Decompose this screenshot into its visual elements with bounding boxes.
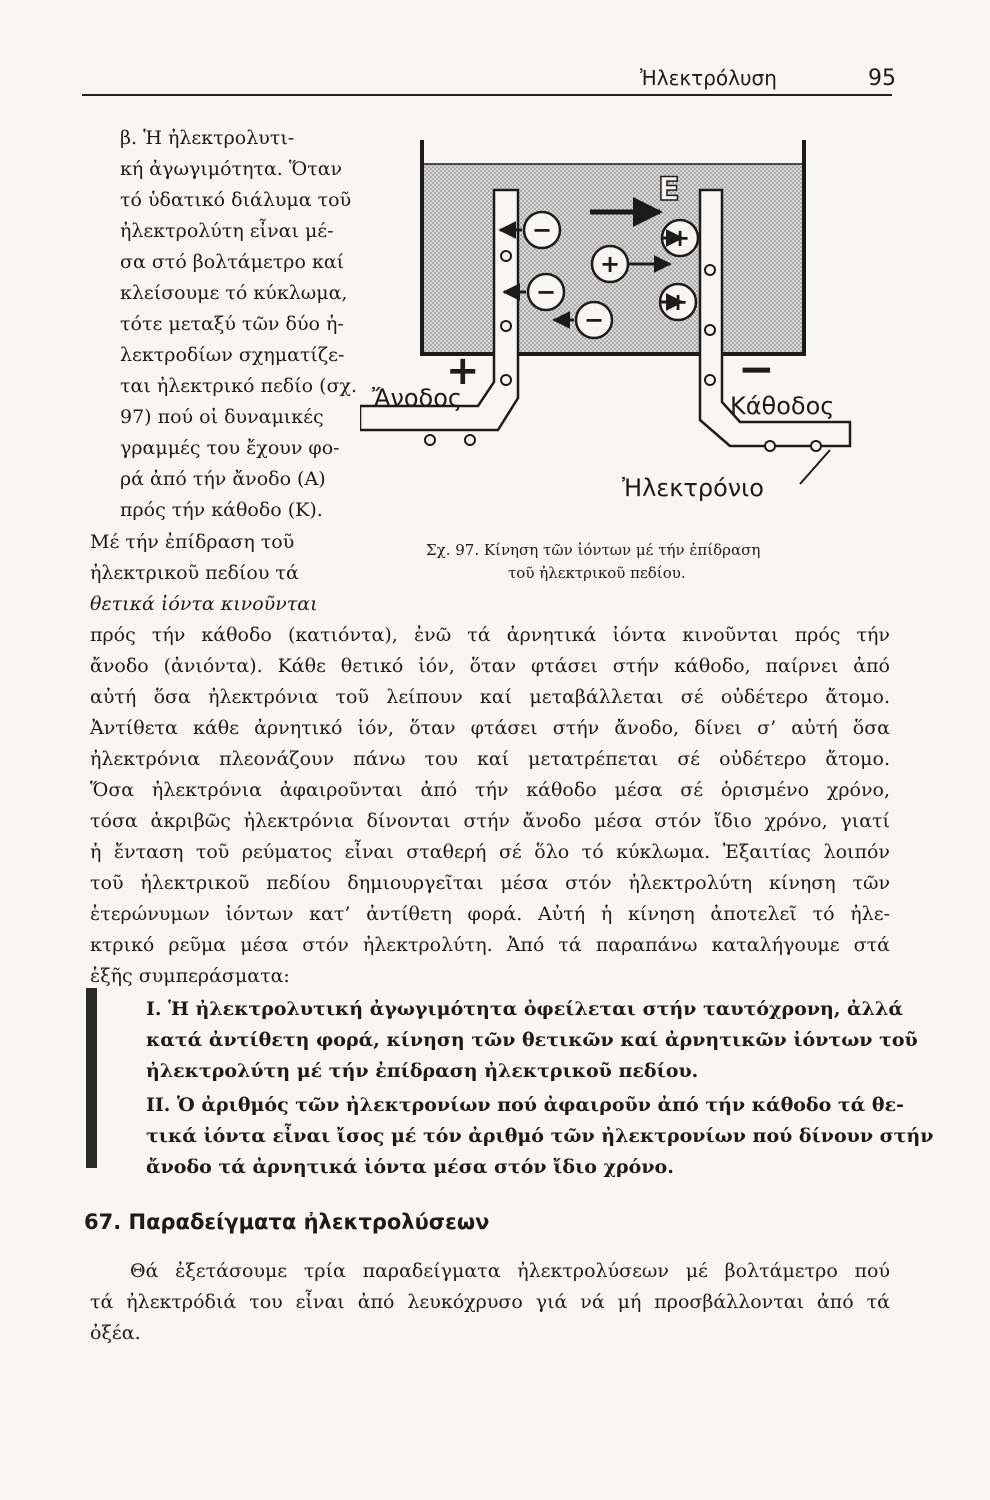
body-line: ἑτερώνυμων ἰόντων κατ’ ἀντίθετη φορά. Αὐτή ἡ κίνηση ἀποτελεῖ τό ἠλε- (90, 903, 890, 925)
body-line: Ὅσα ἠλεκτρόνια ἀφαιροῦνται ἀπό τήν κάθοδο μέσα σέ ὁρισμένο χρόνο, (90, 779, 890, 801)
body-line: τόσα ἀκριβῶς ἠλεκτρόνια δίνονται στήν ἄνοδο μέσα στόν ἴδιο χρόνο, γιατί (90, 810, 890, 832)
anode-sign: + (446, 348, 480, 394)
side-line: 97) πού οἱ δυναμικές (120, 406, 324, 428)
conclusion-line: ἠλεκτρολύτη μέ τήν ἐπίδραση ἠλεκτρικοῦ πεδίου. (146, 1060, 699, 1082)
side-line: κή ἀγωγιμότητα. Ὅταν (120, 158, 343, 180)
ion-sign: − (535, 278, 557, 306)
body-line: ἑξῆς συμπεράσματα: (90, 965, 290, 987)
body-line: ἡ ἔνταση τοῦ ρεύματος εἶναι σταθερή σέ ὅλο τό κύκλωμα. Ἐξαιτίας λοιπόν (90, 841, 890, 863)
side-line: ἠλεκτρολύτη εἶναι μέ- (120, 220, 334, 242)
body-line: ἄνοδο (ἀνιόντα). Κάθε θετικό ἰόν, ὅταν φτάσει στήν κάθοδο, παίρνει ἀπό (90, 655, 890, 677)
side-line: τότε μεταξύ τῶν δύο ἠ- (120, 313, 344, 335)
side-line: κλείσουμε τό κύκλωμα, (120, 282, 348, 304)
conclusion-line: τικά ἰόντα εἶναι ἴσος μέ τόν ἀριθμό τῶν ἠλεκτρονίων πού δίνουν στήν (146, 1125, 934, 1147)
side-line: γραμμές του ἔχουν φο- (120, 437, 340, 459)
conclusion-line: κατά ἀντίθετη φορά, κίνηση τῶν θετικῶν καί ἀρνητικῶν ἰόντων τοῦ (146, 1029, 918, 1051)
anode-label: Ἄνοδος (372, 384, 462, 412)
section-line: τά ἠλεκτρόδιά του εἶναι ἀπό λευκόχρυσο γιά νά μή προσβάλλονται ἀπό τά (90, 1291, 890, 1313)
conclusions-sidebar-bar (86, 988, 97, 1168)
side-line: ται ἠλεκτρικό πεδίο (σχ. (120, 375, 358, 397)
field-label: E (658, 170, 680, 208)
cathode-label: Κάθοδος (730, 392, 835, 420)
figure-caption-line-2: τοῦ ἠλεκτρικοῦ πεδίου. (508, 564, 686, 582)
electron-label: Ἠλεκτρόνιο (622, 474, 764, 502)
side-line: ρά ἀπό τήν ἄνοδο (Α) (120, 468, 326, 490)
page-number: 95 (868, 66, 896, 91)
side-line: σα στό βολτάμετρο καί (120, 251, 345, 273)
body-line: ἠλεκτρόνια πλεονάζουν πάνω του καί μετατρέπεται σέ οὐδέτερο ἄτομο. (90, 748, 890, 770)
ion-sign: + (667, 288, 689, 316)
body-line: Ἀντίθετα κάθε ἀρνητικό ἰόν, ὅταν φτάσει στήν ἄνοδο, δίνει σ’ αὐτή ὅσα (90, 717, 890, 739)
body-line: πρός τήν κάθοδο (κατιόντα), ἐνῶ τά ἀρνητικά ἰόντα κινοῦνται πρός τήν (90, 624, 890, 646)
ion-sign: − (531, 216, 553, 244)
ion-sign: + (599, 250, 621, 278)
section-heading: 67. Παραδείγματα ἠλεκτρολύσεων (84, 1210, 490, 1234)
section-line: ὀξέα. (90, 1322, 141, 1344)
ion-sign: − (583, 306, 605, 334)
body-line: τοῦ ἠλεκτρικοῦ πεδίου δημιουργεῖται μέσα στόν ἠλεκτρολύτη κίνηση τῶν (90, 872, 890, 894)
side-line: τό ὑδατικό διάλυμα τοῦ (120, 189, 352, 211)
side-line: λεκτροδίων σχηματίζε- (120, 344, 345, 366)
cathode-sign: − (738, 344, 775, 395)
body-line: αὐτή ὅσα ἠλεκτρόνια τοῦ λείπουν καί μεταβάλλεται σέ οὐδέτερο ἄτομο. (90, 686, 890, 708)
figure-caption-line-1: Σχ. 97. Κίνηση τῶν ἰόντων μέ τήν ἐπίδραση (426, 541, 761, 559)
side-line: ἠλεκτρικοῦ πεδίου τά (90, 562, 299, 584)
electron-pointer (800, 450, 830, 484)
ion-sign: + (669, 224, 691, 252)
side-line: θετικά ἰόντα κινοῦνται (90, 593, 318, 615)
conclusion-line: ἄνοδο τά ἀρνητικά ἰόντα μέσα στόν ἴδιο χρόνο. (146, 1156, 674, 1178)
conclusion-line: I. Ἡ ἠλεκτρολυτική ἀγωγιμότητα ὀφείλεται στήν ταυτόχρονη, ἀλλά (146, 998, 903, 1020)
section-line: Θά ἐξετάσουμε τρία παραδείγματα ἠλεκτρολύσεων μέ βολτάμετρο πού (130, 1260, 890, 1282)
side-line: πρός τήν κάθοδο (Κ). (120, 499, 323, 521)
electrolysis-figure (360, 130, 860, 530)
conclusion-line: II. Ὁ ἀριθμός τῶν ἠλεκτρονίων πού ἀφαιροῦν ἀπό τήν κάθοδο τά θε- (146, 1094, 905, 1116)
side-line: Μέ τήν ἐπίδραση τοῦ (90, 531, 295, 553)
body-line: κτρικό ρεῦμα μέσα στόν ἠλεκτρολύτη. Ἀπό τά παραπάνω καταλήγουμε στά (90, 934, 890, 956)
running-header-title: Ἠλεκτρόλυση (640, 66, 777, 90)
header-rule (82, 94, 892, 96)
side-line: β. Ἡ ἠλεκτρολυτι- (120, 127, 295, 149)
